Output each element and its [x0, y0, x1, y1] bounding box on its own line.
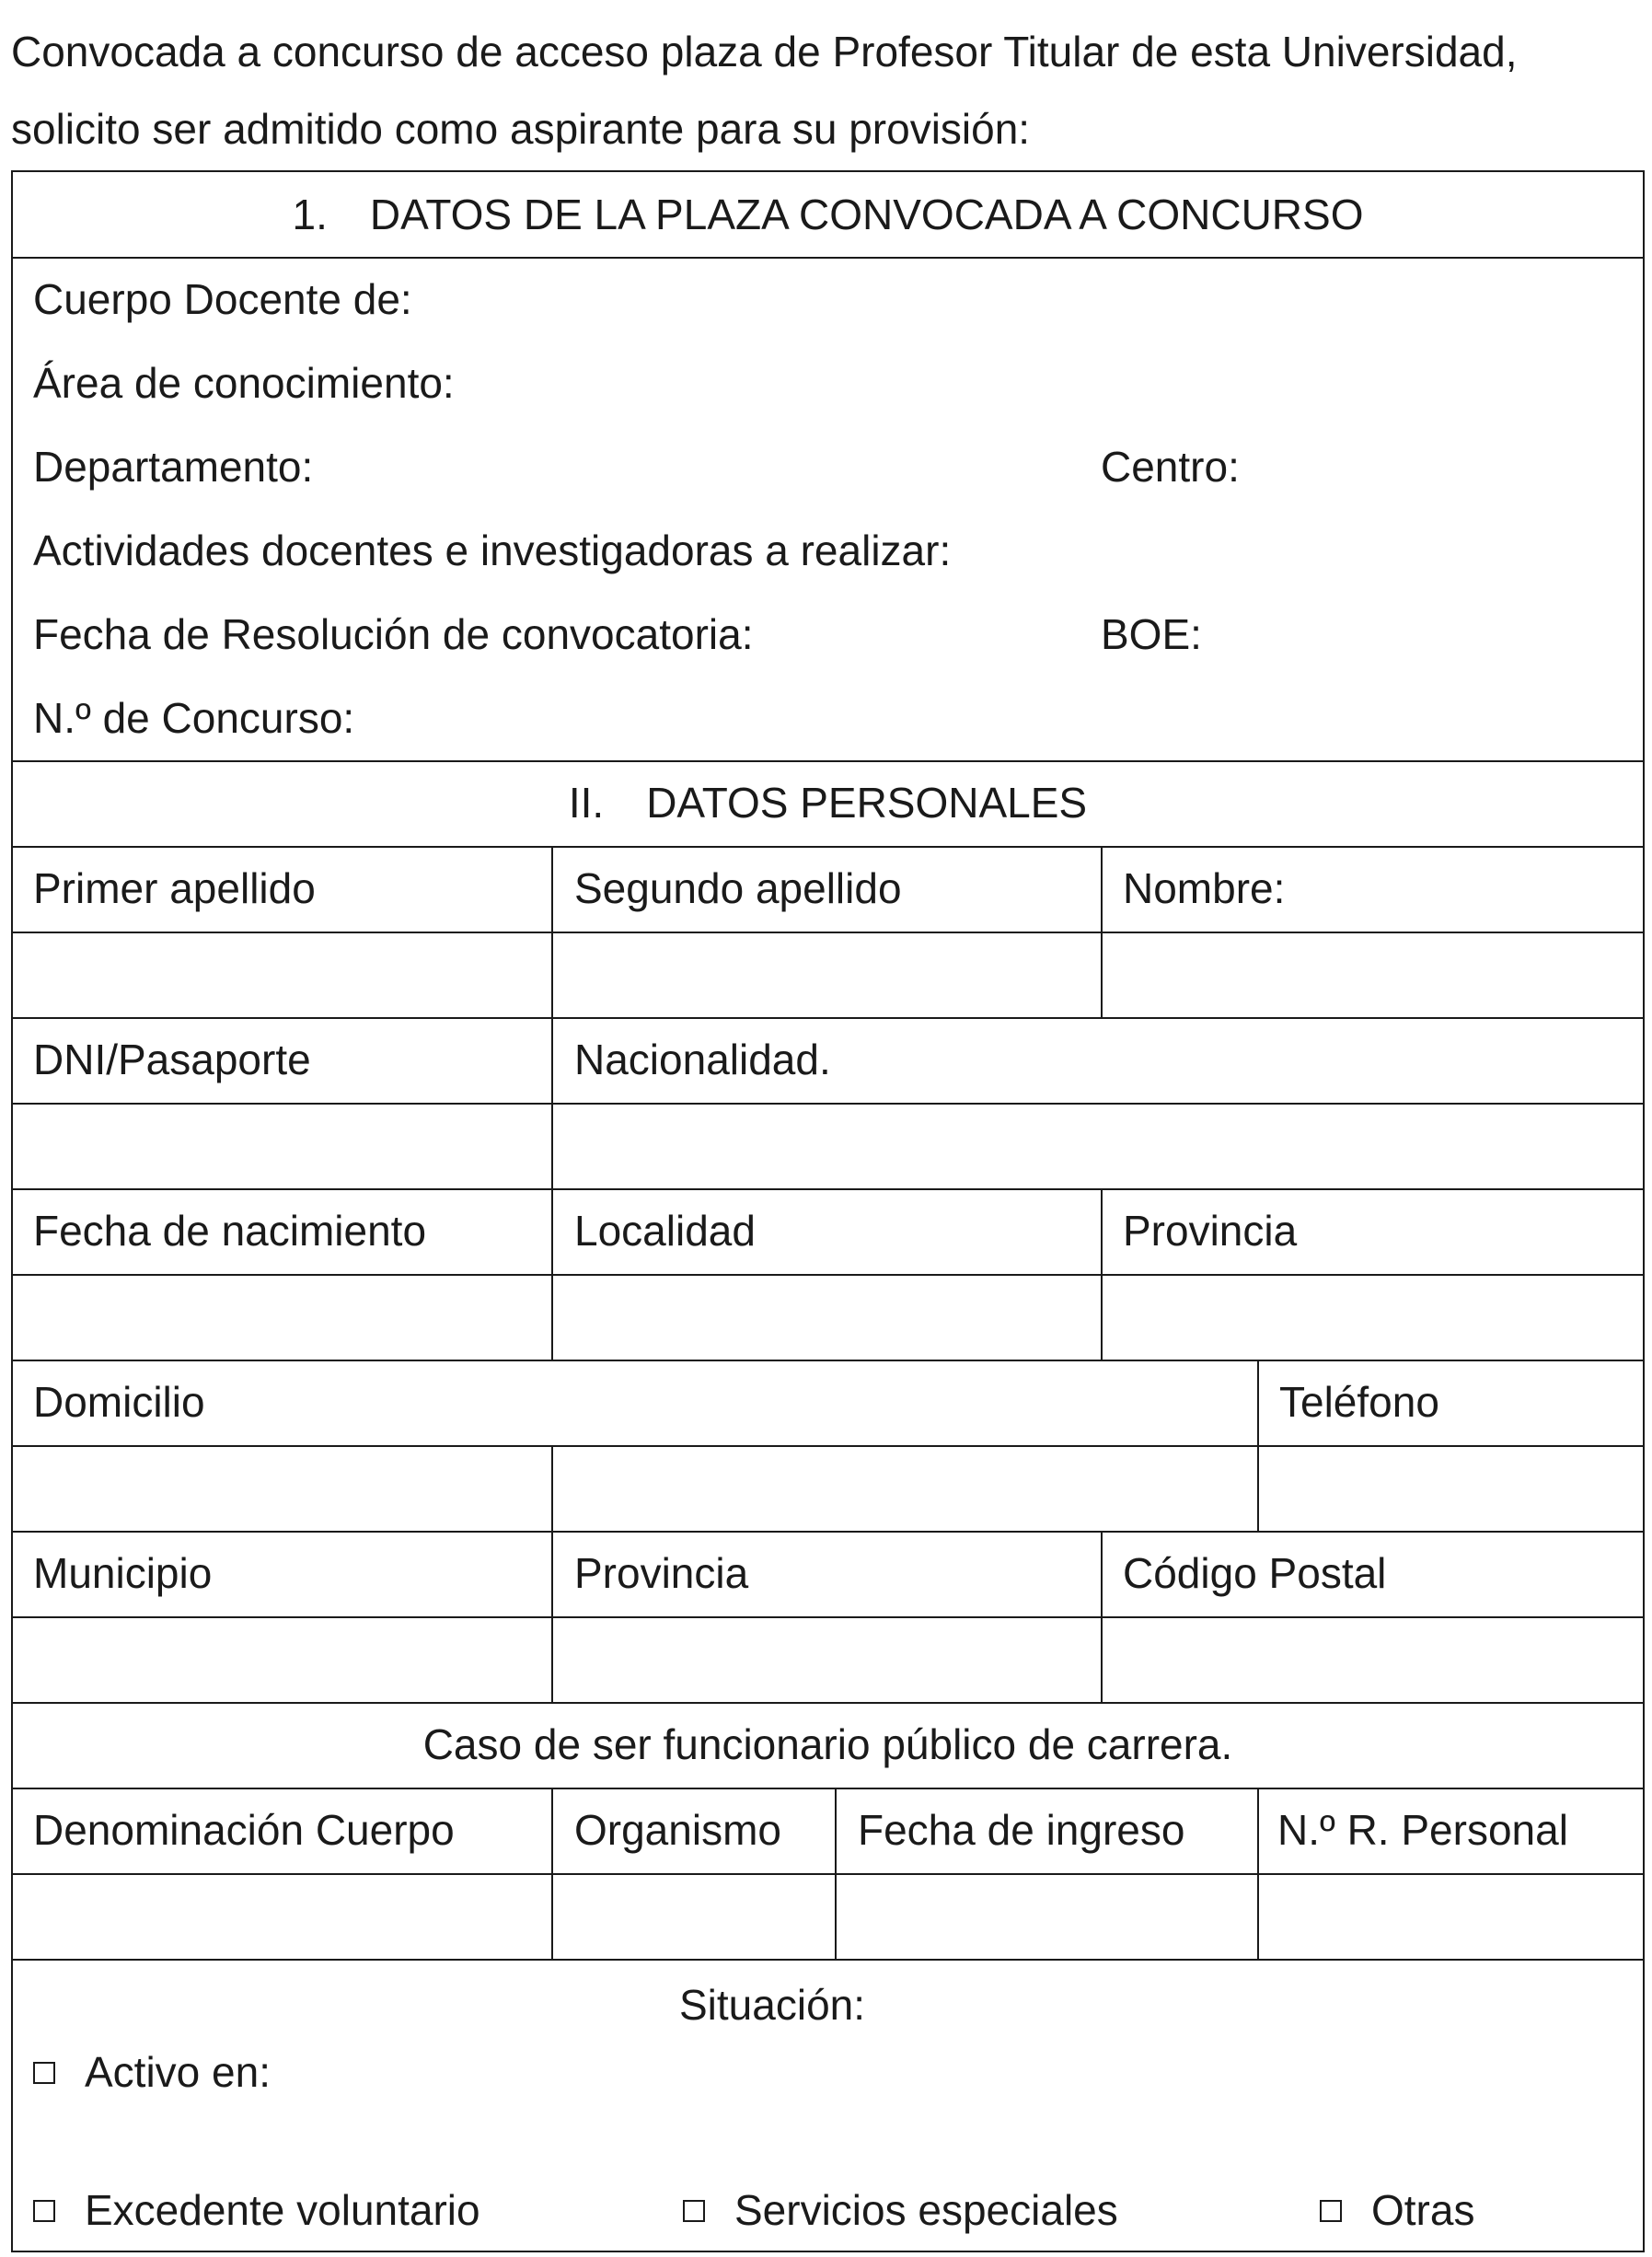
dni-field[interactable] [13, 1105, 551, 1188]
divider [13, 846, 1643, 848]
municipio-label: Municipio [33, 1549, 213, 1597]
fecha-nacimiento-label: Fecha de nacimiento [33, 1207, 427, 1255]
column-divider [551, 846, 553, 1017]
provincia-nacimiento-field[interactable] [1103, 1276, 1643, 1360]
domicilio-field[interactable] [13, 1447, 551, 1531]
application-form [11, 170, 1645, 2252]
fecha-resolucion-label: Fecha de Resolución de convocatoria: [33, 610, 754, 658]
intro-line-2: solicito ser admitido como aspirante para su provisión: [11, 105, 1031, 153]
intro-text [11, 13, 1649, 168]
municipio-field[interactable] [13, 1618, 551, 1702]
area-conocimiento-label: Área de conocimiento: [33, 359, 455, 407]
divider [13, 760, 1643, 762]
activo-label: Activo en: [85, 2048, 271, 2096]
divider [13, 1531, 1643, 1533]
codigo-postal-label: Código Postal [1123, 1549, 1387, 1597]
fecha-ingreso-field[interactable] [837, 1875, 1257, 1959]
funcionario-title: Caso de ser funcionario público de carrera. [422, 1720, 1233, 1768]
provincia-nacimiento-label: Provincia [1123, 1207, 1298, 1255]
numero-registro-personal-label: N.º R. Personal [1277, 1806, 1568, 1854]
activo-checkbox[interactable] [33, 2062, 55, 2084]
column-divider [1257, 1360, 1259, 1531]
section-2-title: II. DATOS PERSONALES [568, 779, 1088, 827]
divider [13, 1188, 1643, 1190]
activo-option[interactable] [33, 2046, 271, 2098]
domicilio-field-2[interactable] [553, 1447, 1257, 1531]
organismo-field[interactable] [553, 1875, 835, 1959]
primer-apellido-label: Primer apellido [33, 864, 316, 912]
numero-concurso-label: N.º de Concurso: [33, 694, 355, 742]
section-1-title: 1. DATOS DE LA PLAZA CONVOCADA A CONCURSO [292, 191, 1364, 238]
intro-line-1: Convocada a concurso de acceso plaza de Profesor Titular de esta Universidad, [11, 28, 1518, 75]
actividades-label: Actividades docentes e investigadoras a realizar: [33, 527, 952, 574]
boe-label: BOE: [1101, 610, 1202, 658]
fecha-ingreso-label: Fecha de ingreso [858, 1806, 1185, 1854]
excedente-checkbox[interactable] [33, 2200, 55, 2222]
column-divider [551, 1531, 553, 1702]
nacionalidad-field[interactable] [553, 1105, 1643, 1188]
localidad-label: Localidad [574, 1207, 756, 1255]
nombre-field[interactable] [1103, 933, 1643, 1017]
departamento-label: Departamento: [33, 443, 314, 491]
divider [13, 1959, 1643, 1961]
column-divider [1101, 846, 1103, 1017]
column-divider [835, 1788, 837, 1959]
column-divider [1101, 1188, 1103, 1360]
otras-checkbox[interactable] [1320, 2200, 1342, 2222]
servicios-especiales-label: Servicios especiales [734, 2186, 1118, 2234]
nacionalidad-label: Nacionalidad. [574, 1036, 831, 1083]
localidad-field[interactable] [553, 1276, 1101, 1360]
denominacion-cuerpo-label: Denominación Cuerpo [33, 1806, 455, 1854]
nombre-label: Nombre: [1123, 864, 1286, 912]
divider [13, 1702, 1643, 1704]
centro-label: Centro: [1101, 443, 1240, 491]
column-divider [551, 1788, 553, 1959]
dni-label: DNI/Pasaporte [33, 1036, 311, 1083]
cuerpo-docente-label: Cuerpo Docente de: [33, 275, 412, 323]
segundo-apellido-field[interactable] [553, 933, 1101, 1017]
denominacion-cuerpo-field[interactable] [13, 1875, 551, 1959]
column-divider [1101, 1531, 1103, 1702]
telefono-label: Teléfono [1279, 1378, 1439, 1426]
codigo-postal-field[interactable] [1103, 1618, 1643, 1702]
divider [13, 1017, 1643, 1019]
organismo-label: Organismo [574, 1806, 781, 1854]
servicios-especiales-option[interactable] [683, 2184, 1118, 2236]
provincia-domicilio-label: Provincia [574, 1549, 749, 1597]
otras-label: Otras [1371, 2186, 1475, 2234]
divider [13, 257, 1643, 259]
primer-apellido-field[interactable] [13, 933, 551, 1017]
column-divider [551, 1188, 553, 1360]
provincia-domicilio-field[interactable] [553, 1618, 1101, 1702]
telefono-field[interactable] [1259, 1447, 1643, 1531]
column-divider [551, 1445, 553, 1531]
column-divider [551, 1017, 553, 1188]
situacion-title: Situación: [679, 1981, 866, 2029]
domicilio-label: Domicilio [33, 1378, 205, 1426]
excedente-option[interactable] [33, 2184, 480, 2236]
divider [13, 1788, 1643, 1789]
numero-registro-personal-field[interactable] [1259, 1875, 1643, 1959]
servicios-especiales-checkbox[interactable] [683, 2200, 705, 2222]
column-divider [1257, 1788, 1259, 1959]
otras-option[interactable] [1320, 2184, 1474, 2236]
segundo-apellido-label: Segundo apellido [574, 864, 902, 912]
fecha-nacimiento-field[interactable] [13, 1276, 551, 1360]
divider [13, 1360, 1643, 1361]
excedente-label: Excedente voluntario [85, 2186, 480, 2234]
